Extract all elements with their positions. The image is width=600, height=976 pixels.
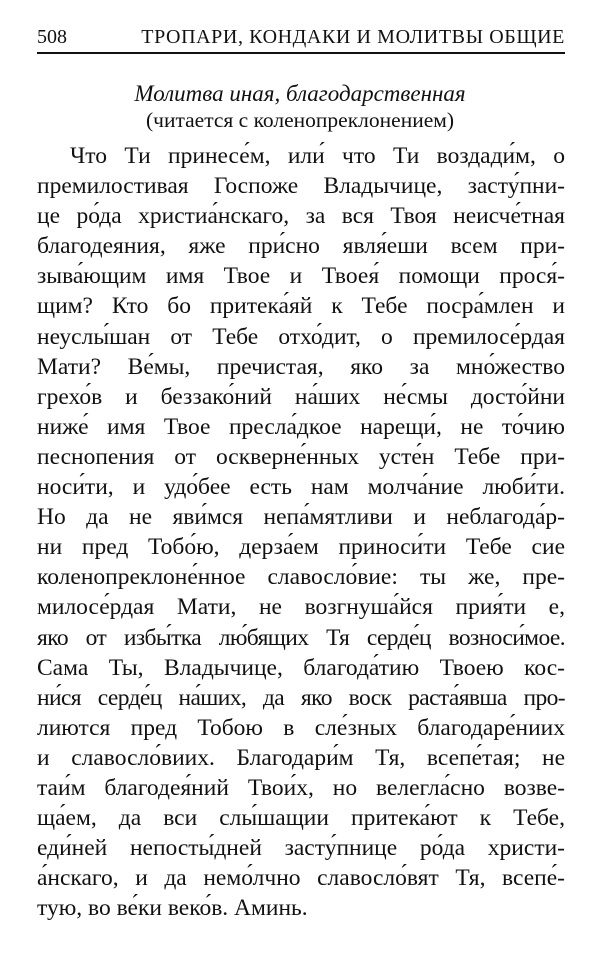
page-number: 508 — [37, 26, 67, 48]
text-line: песнопения от оскверне́нных усте́н Тебе при- — [37, 443, 565, 470]
text-line: еди́ней непосты́дней засту́пнице ро́да христи- — [37, 835, 565, 862]
text-line: грехо́в и беззако́ний на́ших не́смы досто́йни — [37, 383, 565, 410]
prayer-title: Молитва иная, благодарственная — [134, 81, 466, 106]
running-header — [37, 22, 565, 54]
text-line: ни пред Тобо́ю, дерза́ем приноси́ти Тебе сие — [37, 534, 565, 561]
text-line: Мати? Ве́мы, пречистая, яко за мно́жество — [37, 353, 565, 380]
text-line: зыва́ющим имя Твое и Твоея́ помощи прося́- — [37, 263, 565, 290]
text-line: тую, во ве́ки веко́в. Аминь. — [37, 895, 308, 922]
running-title: ТРОПАРИ, КОНДАКИ И МОЛИТВЫ ОБЩИЕ — [141, 26, 565, 48]
text-line: коленопреклоне́нное славосло́вие: ты же, пре- — [37, 564, 565, 591]
text-line: а́нскаго, и да немо́лчно славосло́вят Тя, всепе́- — [37, 865, 565, 892]
text-line: таи́м благодея́ний Твои́х, но велегла́сно возве- — [37, 774, 565, 801]
text-line: це ро́да христиа́нскаго, за вся Твоя неисче́тная — [37, 203, 565, 230]
text-line: носи́ти, и удо́бее есть нам молча́ние люби́ти. — [37, 474, 565, 501]
text-line: благодеяния, яже при́сно явля́еши всем при- — [37, 233, 565, 260]
text-line: и славосло́виих. Благодари́м Тя, всепе́тая; не — [37, 744, 565, 771]
text-line: ща́ем, да вси слы́шащии притека́ют к Тебе, — [37, 805, 565, 832]
text-line: лиются пред Тобою в сле́зных благодаре́ниих — [37, 714, 565, 741]
prayer-text — [37, 141, 565, 923]
text-line: яко от избы́тка лю́бящих Тя серде́ц возноси́мое. — [37, 624, 565, 651]
text-line: ни́ся серде́ц на́ших, да яко воск раста́явша про- — [37, 684, 565, 711]
text-line: Но да не яви́мся непа́мятливи и неблагода́р- — [37, 504, 565, 531]
text-line: премилостивая Госпоже Владычице, засту́пни- — [37, 173, 565, 200]
text-line: неуслы́шан от Тебе отхо́дит, о премилосе́рдая — [37, 323, 565, 350]
prayer-subtitle: (читается с коленопреклонением) — [145, 108, 455, 132]
text-line: ниже́ имя Твое пресла́дкое нарещи́, не то́чию — [37, 413, 565, 440]
text-line: Сама Ты, Владычице, благода́тию Твоею кос- — [37, 654, 565, 681]
text-line: милосе́рдая Мати, не возгнуша́йся прия́ти е, — [37, 594, 565, 621]
text-line: щим? Кто бо притека́яй к Тебе посра́млен и — [37, 293, 565, 320]
text-line: Что Ти принесе́м, или́ что Ти воздади́м, о — [70, 143, 565, 169]
